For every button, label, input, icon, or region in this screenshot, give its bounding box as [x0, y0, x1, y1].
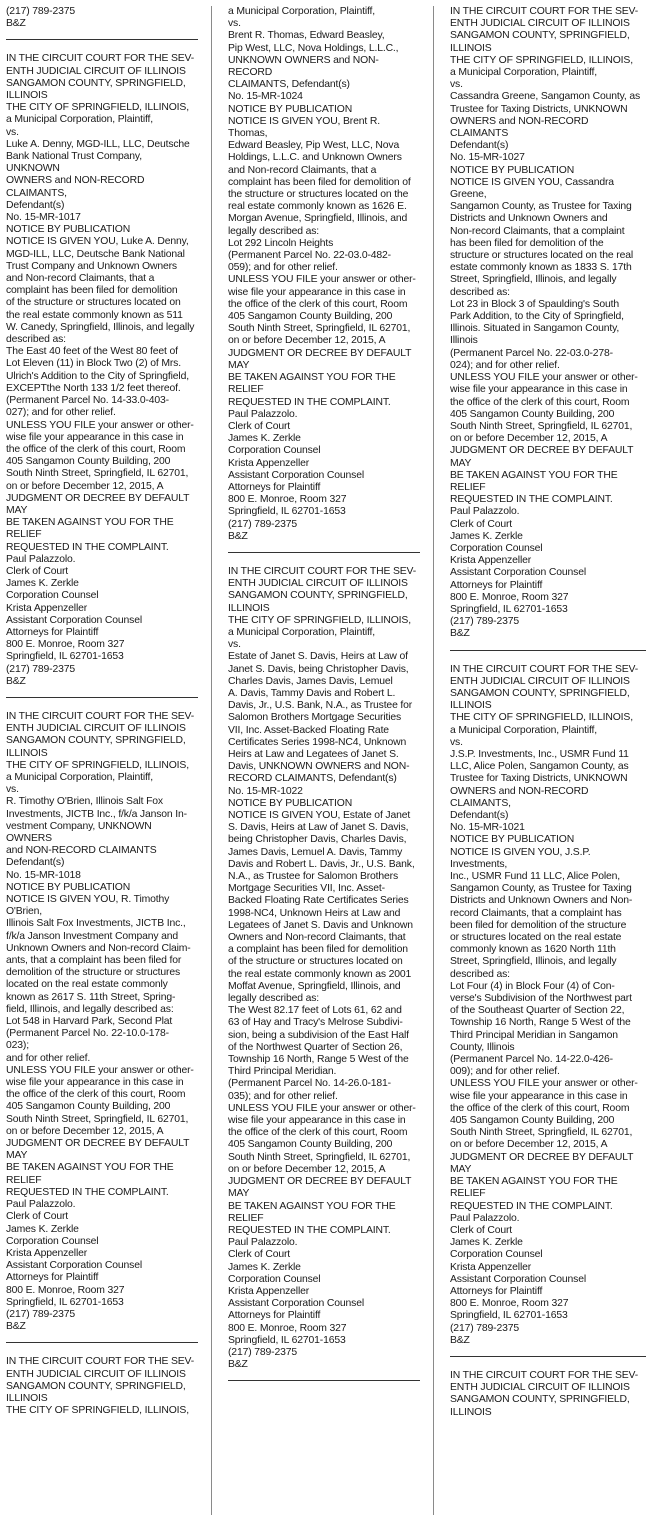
notice-separator: [6, 697, 198, 698]
notice-15-mr-1024: a Municipal Corporation, Plaintiff, vs. Brent R. Thomas, Edward Beasley, Pip West, LLC, Nova Holdings, L.L.C., UNKNOWN OWNERS and NON-RECORD CLAIMANTS, Defendant(s) No. 15-MR-1024 NOTICE BY PUBLICATION NOTICE IS GIVEN YOU, Brent R. Thomas, Edward Beasley, Pip West, LLC, Nova Holdings, L.L.C. and Unknown Owners and Non-record Claimants, that a complaint has been filed for demolition of the structure or structures located on the real estate commonly known as 1626 E. Morgan Avenue, Springfield, Illinois, and legally described as: Lot 292 Lincoln Heights (Permanent Parcel No. 22-03.0-482- 059); and for other relief. UNLESS YOU FILE your answer or other- wise file your appearance in this case in the office of the clerk of this court, Room 405 Sangamon County Building, 200 South Ninth Street, Springfield, IL 62701, on or before December 12, 2015, A JUDGMENT OR DECREE BY DEFAULT MAY BE TAKEN AGAINST YOU FOR THE RELIEF REQUESTED IN THE COMPLAINT. Paul Palazzolo. Clerk of Court James K. Zerkle Corporation Counsel Krista Appenzeller Assistant Corporation Counsel Attorneys for Plaintiff 800 E. Monroe, Room 327 Springfield, IL 62701-1653 (217) 789-2375 B&Z: [228, 6, 416, 542]
notice-continued: IN THE CIRCUIT COURT FOR THE SEV- ENTH JUDICIAL CIRCUIT OF ILLINOIS SANGAMON COUNTY, SPRINGFIELD, ILLINOIS THE CITY OF SPRINGFIELD, ILLINOIS,: [6, 1356, 195, 1417]
column-2: [228, 6, 420, 1521]
notice-15-mr-1027: IN THE CIRCUIT COURT FOR THE SEV- ENTH JUDICIAL CIRCUIT OF ILLINOIS SANGAMON COUNTY, SPRINGFIELD, ILLINOIS THE CITY OF SPRINGFIELD, ILLINOIS, a Municipal Corporation, Plaintiff, vs. Cassandra Greene, Sangamon County, as Trustee for Taxing Districts, UNKNOWN OWNERS and NON-RECORD CLAIMANTS Defendant(s) No. 15-MR-1027 NOTICE BY PUBLICATION NOTICE IS GIVEN YOU, Cassandra Greene, Sangamon County, as Trustee for Taxing Districts and Unknown Owners and Non-record Claimants, that a complaint has been filed for demolition of the structure or structures located on the real estate commonly known as 1833 S. 17th Street, Springfield, Illinois, and legally described as: Lot 23 in Block 3 of Spaulding's South Park Addition, to the City of Springfield, Illinois. Situated in Sangamon County, Illinois (Permanent Parcel No. 22-03.0-278- 024); and for other relief. UNLESS YOU FILE your answer or other- wise file your appearance in this case in the office of the clerk of this court, Room 405 Sangamon County Building, 200 South Ninth Street, Springfield, IL 62701, on or before December 12, 2015, A JUDGMENT OR DECREE BY DEFAULT MAY BE TAKEN AGAINST YOU FOR THE RELIEF REQUESTED IN THE COMPLAINT. Paul Palazzolo. Clerk of Court James K. Zerkle Corporation Counsel Krista Appenzeller Assistant Corporation Counsel Attorneys for Plaintiff 800 E. Monroe, Room 327 Springfield, IL 62701-1653 (217) 789-2375 B&Z: [450, 6, 641, 640]
column-1: [6, 6, 198, 1521]
notice-continued: IN THE CIRCUIT COURT FOR THE SEV- ENTH JUDICIAL CIRCUIT OF ILLINOIS SANGAMON COUNTY, SPRINGFIELD, ILLINOIS: [450, 1369, 639, 1418]
notice-separator: [450, 650, 646, 651]
notice-separator: [6, 1342, 198, 1343]
notice-separator: [450, 1356, 646, 1357]
notice-tail: (217) 789-2375 B&Z: [6, 6, 75, 30]
notice-15-mr-1021: IN THE CIRCUIT COURT FOR THE SEV- ENTH JUDICIAL CIRCUIT OF ILLINOIS SANGAMON COUNTY, SPRINGFIELD, ILLINOIS THE CITY OF SPRINGFIELD, ILLINOIS, a Municipal Corporation, Plaintiff, vs. J.S.P. Investments, Inc., USMR Fund 11 LLC, Alice Polen, Sangamon County, as Trustee for Taxing Districts, UNKNOWN OWNERS and NON-RECORD CLAIMANTS, Defendant(s) No. 15-MR-1021 NOTICE BY PUBLICATION NOTICE IS GIVEN YOU, J.S.P. Investments, Inc., USMR Fund 11 LLC, Alice Polen, Sangamon County, as Trustee for Taxing Districts and Unknown Owners and Non- record Claimants, that a complaint has been filed for demolition of the structure or structures located on the real estate commonly known as 1620 North 11th Street, Springfield, Illinois, and legally described as: Lot Four (4) in Block Four (4) of Con- verse's Subdivision of the Northwest part of the Southeast Quarter of Section 22, Township 16 North, Range 5 West of the Third Principal Meridian in Sangamon County, Illinois (Permanent Parcel No. 14-22.0-426- 009); and for other relief. UNLESS YOU FILE your answer or other- wise file your appearance in this case in the office of the clerk of this court, Room 405 Sangamon County Building, 200 South Ninth Street, Springfield, IL 62701, on or before December 12, 2015, A JUDGMENT OR DECREE BY DEFAULT MAY BE TAKEN AGAINST YOU FOR THE RELIEF REQUESTED IN THE COMPLAINT. Paul Palazzolo. Clerk of Court James K. Zerkle Corporation Counsel Krista Appenzeller Assistant Corporation Counsel Attorneys for Plaintiff 800 E. Monroe, Room 327 Springfield, IL 62701-1653 (217) 789-2375 B&Z: [450, 663, 639, 1346]
notice-15-mr-1022: IN THE CIRCUIT COURT FOR THE SEV- ENTH JUDICIAL CIRCUIT OF ILLINOIS SANGAMON COUNTY, SPRINGFIELD, ILLINOIS THE CITY OF SPRINGFIELD, ILLINOIS, a Municipal Corporation, Plaintiff, vs. Estate of Janet S. Davis, Heirs at Law of Janet S. Davis, being Christopher Davis, Charles Davis, James Davis, Lemuel A. Davis, Tammy Davis and Robert L. Davis, Jr., U.S. Bank, N.A., as Trustee for Salomon Brothers Mortgage Securities VII, Inc. Asset-Backed Floating Rate Certificates Series 1998-NC4, Unknown Heirs at Law and Legatees of Janet S. Davis, UNKNOWN OWNERS and NON- RECORD CLAIMANTS, Defendant(s) No. 15-MR-1022 NOTICE BY PUBLICATION NOTICE IS GIVEN YOU, Estate of Janet S. Davis, Heirs at Law of Janet S. Davis, being Christopher Davis, Charles Davis, James Davis, Lemuel A. Davis, Tammy Davis and Robert L. Davis, Jr., U.S. Bank, N.A., as Trustee for Salomon Brothers Mortgage Securities VII, Inc. Asset- Backed Floating Rate Certificates Series 1998-NC4, Unknown Heirs at Law and Legatees of Janet S. Davis and Unknown Owners and Non-record Claimants, that a complaint has been filed for demolition of the structure or structures located on the real estate commonly known as 2001 Moffat Avenue, Springfield, Illinois, and legally described as: The West 82.17 feet of Lots 61, 62 and 63 of Hay and Tracy's Melrose Subdivi- sion, being a subdivision of the East Half of the Northwest Quarter of Section 26, Township 16 North, Range 5 West of the Third Principal Meridian. (Permanent Parcel No. 14-26.0-181- 035); and for other relief. UNLESS YOU FILE your answer or other- wise file your appearance in this case in the office of the clerk of this court, Room 405 Sangamon County Building, 200 South Ninth Street, Springfield, IL 62701, on or before December 12, 2015, A JUDGMENT OR DECREE BY DEFAULT MAY BE TAKEN AGAINST YOU FOR THE RELIEF REQUESTED IN THE COMPLAINT. Paul Palazzolo. Clerk of Court James K. Zerkle Corporation Counsel Krista Appenzeller Assistant Corporation Counsel Attorneys for Plaintiff 800 E. Monroe, Room 327 Springfield, IL 62701-1653 (217) 789-2375 B&Z: [228, 565, 417, 1371]
notice-separator: [228, 552, 420, 553]
column-3: [450, 6, 646, 1521]
notice-15-mr-1018: IN THE CIRCUIT COURT FOR THE SEV- ENTH JUDICIAL CIRCUIT OF ILLINOIS SANGAMON COUNTY, SPRINGFIELD, ILLINOIS THE CITY OF SPRINGFIELD, ILLINOIS, a Municipal Corporation, Plaintiff, vs. R. Timothy O'Brien, Illinois Salt Fox Investments, JICTB Inc., f/k/a Janson In- vestment Company, UNKNOWN OWNERS and NON-RECORD CLAIMANTS Defendant(s) No. 15-MR-1018 NOTICE BY PUBLICATION NOTICE IS GIVEN YOU, R. Timothy O'Brien, Illinois Salt Fox Investments, JICTB Inc., f/k/a Janson Investment Company and Unknown Owners and Non-record Claim- ants, that a complaint has been filed for demolition of the structure or structures located on the real estate commonly known as 2617 S. 11th Street, Spring- field, Illinois, and legally described as: Lot 548 in Harvard Park, Second Plat (Permanent Parcel No. 22-10.0-178- 023); and for other relief. UNLESS YOU FILE your answer or other- wise file your appearance in this case in the office of the clerk of this court, Room 405 Sangamon County Building, 200 South Ninth Street, Springfield, IL 62701, on or before December 12, 2015, A JUDGMENT OR DECREE BY DEFAULT MAY BE TAKEN AGAINST YOU FOR THE RELIEF REQUESTED IN THE COMPLAINT. Paul Palazzolo. Clerk of Court James K. Zerkle Corporation Counsel Krista Appenzeller Assistant Corporation Counsel Attorneys for Plaintiff 800 E. Monroe, Room 327 Springfield, IL 62701-1653 (217) 789-2375 B&Z: [6, 710, 195, 1333]
column-divider: [211, 6, 212, 1515]
notice-separator: [6, 39, 198, 40]
notice-separator: [228, 1380, 420, 1381]
notice-15-mr-1017: IN THE CIRCUIT COURT FOR THE SEV- ENTH JUDICIAL CIRCUIT OF ILLINOIS SANGAMON COUNTY, SPRINGFIELD, ILLINOIS THE CITY OF SPRINGFIELD, ILLINOIS, a Municipal Corporation, Plaintiff, vs. Luke A. Denny, MGD-ILL, LLC, Deutsche Bank National Trust Company, UNKNOWN OWNERS and NON-RECORD CLAIMANTS, Defendant(s) No. 15-MR-1017 NOTICE BY PUBLICATION NOTICE IS GIVEN YOU, Luke A. Denny, MGD-ILL, LLC, Deutsche Bank National Trust Company and Unknown Owners and Non-record Claimants, that a complaint has been filed for demolition of the structure or structures located on the real estate commonly known as 511 W. Canedy, Springfield, Illinois, and legally described as: The East 40 feet of the West 80 feet of Lot Eleven (11) in Block Two (2) of Mrs. Ulrich's Addition to the City of Springfield, EXCEPTthe North 133 1/2 feet thereof. (Permanent Parcel No. 14-33.0-403- 027); and for other relief. UNLESS YOU FILE your answer or other- wise file your appearance in this case in the office of the clerk of this court, Room 405 Sangamon County Building, 200 South Ninth Street, Springfield, IL 62701, on or before December 12, 2015, A JUDGMENT OR DECREE BY DEFAULT MAY BE TAKEN AGAINST YOU FOR THE RELIEF REQUESTED IN THE COMPLAINT. Paul Palazzolo. Clerk of Court James K. Zerkle Corporation Counsel Krista Appenzeller Assistant Corporation Counsel Attorneys for Plaintiff 800 E. Monroe, Room 327 Springfield, IL 62701-1653 (217) 789-2375 B&Z: [6, 53, 195, 687]
column-divider: [433, 6, 434, 1515]
